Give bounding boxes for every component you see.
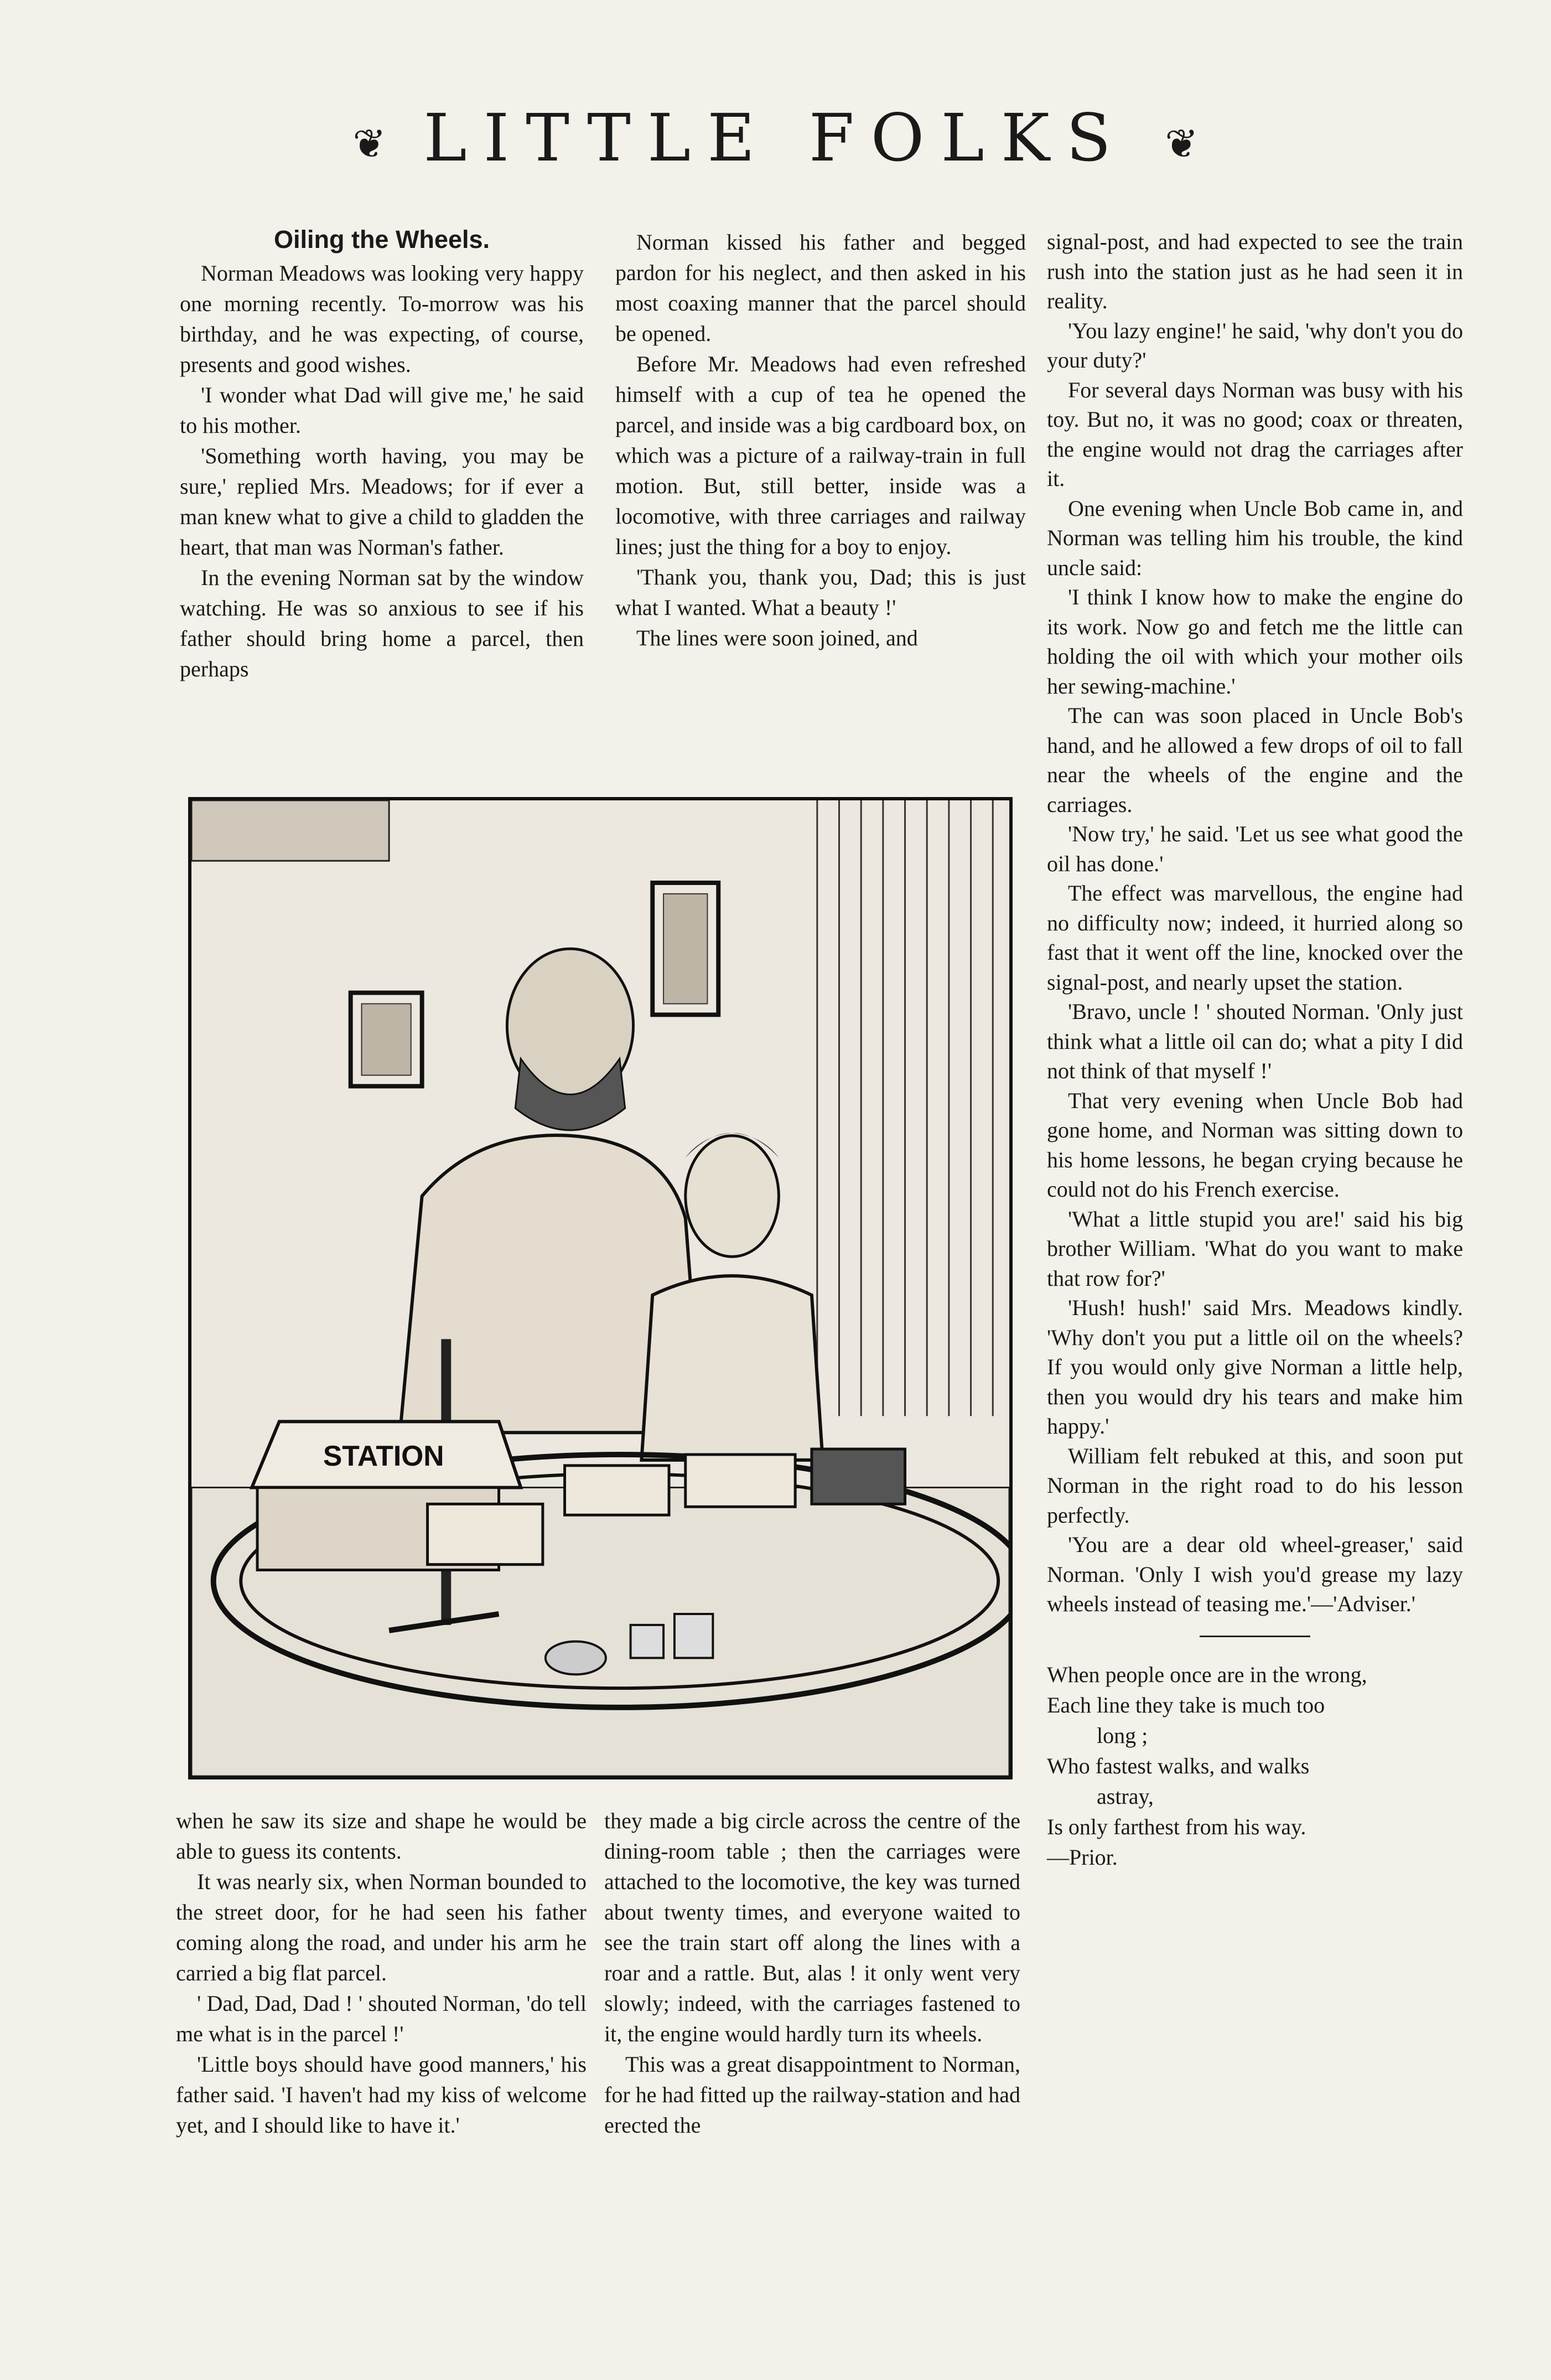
masthead-title: LITTLE FOLKS: [423, 100, 1128, 176]
paragraph: One evening when Uncle Bob came in, and Norman was telling him his trouble, the kind uncle said:: [1047, 495, 1463, 580]
poem-line: Who fastest walks, and walks: [1047, 1753, 1310, 1778]
paragraph: 'You are a dear old wheel-greaser,' said Norman. 'Only I wish you'd grease my lazy wheels instead of teasing me.'—'Adviser.': [1047, 1532, 1463, 1616]
paragraph: 'You lazy engine!' he said, 'why don't you do your duty?': [1047, 318, 1463, 372]
paragraph: they made a big circle across the centre of the dining-room table ; then the carriages were attached to the locomotive, the key was turned about twenty times, and everyone waited to see the train start off along the lines with a roar and a rattle. But, alas ! it only went very slowly; indeed, with the carriages fastened to it, the engine would hardly turn its wheels.: [604, 1808, 1020, 2046]
poem-line: Is only farthest from his way.: [1047, 1814, 1306, 1839]
column-3: [1047, 227, 1463, 1872]
column-2-top: [615, 227, 1026, 653]
illustration-drawing: [191, 800, 1009, 1776]
right-ornament-icon: ❦: [1165, 120, 1199, 167]
paragraph: For several days Norman was busy with his toy. But no, it was no good; coax or threaten, the engine would not drag the carriages after it.: [1047, 377, 1463, 491]
paragraph: Norman kissed his father and begged pardon for his neglect, and then asked in his most coaxing manner that the parcel should be opened.: [615, 230, 1026, 346]
paragraph: That very evening when Uncle Bob had gone home, and Norman was sitting down to his home lessons, he began crying because he could not do his French exercise.: [1047, 1088, 1463, 1202]
poem-line: long ;: [1097, 1722, 1148, 1748]
poem-line: Each line they take is much too: [1047, 1692, 1325, 1717]
paragraph: In the evening Norman sat by the window watching. He was so anxious to see if his father should bring home a parcel, then perhaps: [180, 565, 584, 681]
column-1-bottom: [176, 1805, 587, 2140]
column-1-top: [180, 224, 584, 684]
paragraph: It was nearly six, when Norman bounded to the street door, for he had seen his father coming along the road, and under his arm he carried a big flat parcel.: [176, 1869, 587, 1985]
paragraph: 'I think I know how to make the engine do its work. Now go and fetch me the little can holding the oil with which your mother oils her sewing-machine.': [1047, 584, 1463, 699]
paragraph: Norman Meadows was looking very happy one morning recently. To-morrow was his birthday, and he was expecting, of course, presents and good wishes.: [180, 261, 584, 377]
story-title: Oiling the Wheels.: [273, 225, 490, 253]
paragraph: 'Thank you, thank you, Dad; this is just what I wanted. What a beauty !': [615, 565, 1026, 620]
section-divider: [1200, 1636, 1310, 1637]
paragraph: The effect was marvellous, the engine had no difficulty now; indeed, it hurried along so fast that it went off the line, knocked over the signal-post, and nearly upset the station.: [1047, 881, 1463, 995]
paragraph: The lines were soon joined, and: [636, 625, 918, 650]
column-2-bottom: [604, 1805, 1020, 2140]
illustration: [188, 797, 1013, 1779]
poem-line: When people once are in the wrong,: [1047, 1662, 1367, 1687]
paragraph: Before Mr. Meadows had even refreshed himself with a cup of tea he opened the parcel, and inside was a big cardboard box, on which was a picture of a railway-train in full motion. But, still better, inside was a locomotive, with three carriages and railway lines; just the thing for a boy to enjoy.: [615, 351, 1026, 559]
masthead: [0, 100, 1551, 176]
paragraph: when he saw its size and shape he would be able to guess its contents.: [176, 1808, 587, 1864]
station-sign: STATION: [323, 1439, 444, 1472]
paragraph: 'What a little stupid you are!' said his big brother William. 'What do you want to make that row for?': [1047, 1206, 1463, 1291]
paragraph: 'Now try,' he said. 'Let us see what good the oil has done.': [1047, 821, 1463, 876]
paragraph: signal-post, and had expected to see the train rush into the station just as he had seen it in reality.: [1047, 229, 1463, 313]
paragraph: 'I wonder what Dad will give me,' he said to his mother.: [180, 382, 584, 438]
paragraph: William felt rebuked at this, and soon put Norman in the right road to do his lesson perfectly.: [1047, 1443, 1463, 1528]
left-ornament-icon: ❦: [352, 120, 386, 167]
paragraph: 'Little boys should have good manners,' his father said. 'I haven't had my kiss of welcome yet, and I should like to have it.': [176, 2052, 587, 2138]
paragraph: 'Something worth having, you may be sure,' replied Mrs. Meadows; for if ever a man knew what to give a child to gladden the heart, that man was Norman's father.: [180, 443, 584, 560]
paragraph: ' Dad, Dad, Dad ! ' shouted Norman, 'do tell me what is in the parcel !': [176, 1991, 587, 2046]
paragraph: 'Bravo, uncle ! ' shouted Norman. 'Only just think what a little oil can do; what a pity I did not think of that myself !': [1047, 999, 1463, 1083]
poem: [1047, 1659, 1463, 1872]
poem-line: astray,: [1097, 1783, 1154, 1809]
paragraph: This was a great disappointment to Norman, for he had fitted up the railway-station and had erected the: [604, 2052, 1020, 2138]
paragraph: 'Hush! hush!' said Mrs. Meadows kindly. 'Why don't you put a little oil on the wheels? If you would only give Norman a little help, then you would dry his tears and make him happy.': [1047, 1295, 1463, 1439]
paragraph: The can was soon placed in Uncle Bob's hand, and he allowed a few drops of oil to fall near the wheels of the engine and the carriages.: [1047, 703, 1463, 817]
poem-attribution: —Prior.: [1047, 1844, 1118, 1870]
